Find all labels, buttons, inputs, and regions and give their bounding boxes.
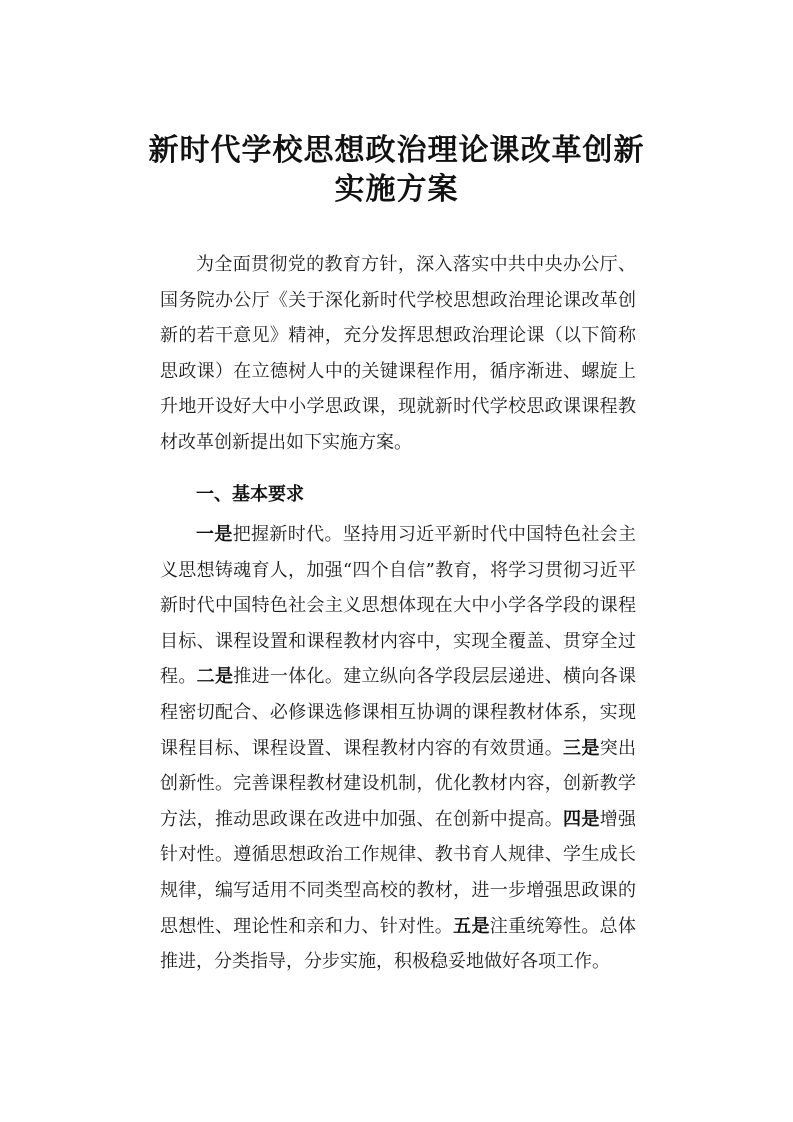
keyword-first: 一是 — [196, 524, 233, 545]
section-heading-basic-requirements: 一、基本要求 — [196, 484, 304, 505]
keyword-third: 三是 — [563, 737, 600, 759]
keyword-second: 二是 — [196, 666, 234, 688]
intro-paragraph: 为全面贯彻党的教育方针，深入落实中共中央办公厅、国务院办公厅《关于深化新时代学校思想政治理论课改革创新的若干意见》精神，充分发挥思想政治理论课（以下简称思政课）在立德树人中的关键课程作用，循序渐进、螺旋上升地开设好大中小学思政课，现就新时代学校思政课课程教材改革创新提出如下实施方案。 — [160, 254, 636, 453]
document-title-line1: 新时代学校思想政治理论课改革创新 — [148, 133, 645, 168]
point-text-second: 推进一体化。建立纵向各学段层层递进、横向各课程密切配合、必修课选修课相互协调的课程教材体系，实现课程目标、课程设置、课程教材内容的有效贯通。 — [160, 666, 636, 759]
basic-requirements-paragraph — [160, 517, 636, 980]
point-text-fifth: 注重统筹性。总体推进，分类指导，分步实施，积极稳妥地做好各项工作。 — [160, 915, 637, 973]
document-title-line2: 实施方案 — [334, 172, 459, 207]
point-text-third: 突出创新性。完善课程教材建设机制，优化教材内容，创新教学方法，推动思政课在改进中加强、在创新中提高。 — [160, 737, 637, 830]
point-text-first: 把握新时代。坚持用习近平新时代中国特色社会主义思想铸魂育人，加强“四个自信”教育，将学习贯彻习近平新时代中国特色社会主义思想体现在大中小学各学段的课程目标、课程设置和课程教材内容中，实现全覆盖、贯穿全过程。 — [160, 524, 637, 688]
keyword-fourth: 四是 — [563, 808, 600, 830]
point-text-fourth: 增强针对性。遵循思想政治工作规律、教书育人规律、学生成长规律，编写适用不同类型高校的教材，进一步增强思政课的思想性、理论性和亲和力、针对性。 — [160, 808, 637, 937]
keyword-fifth: 五是 — [453, 915, 490, 937]
